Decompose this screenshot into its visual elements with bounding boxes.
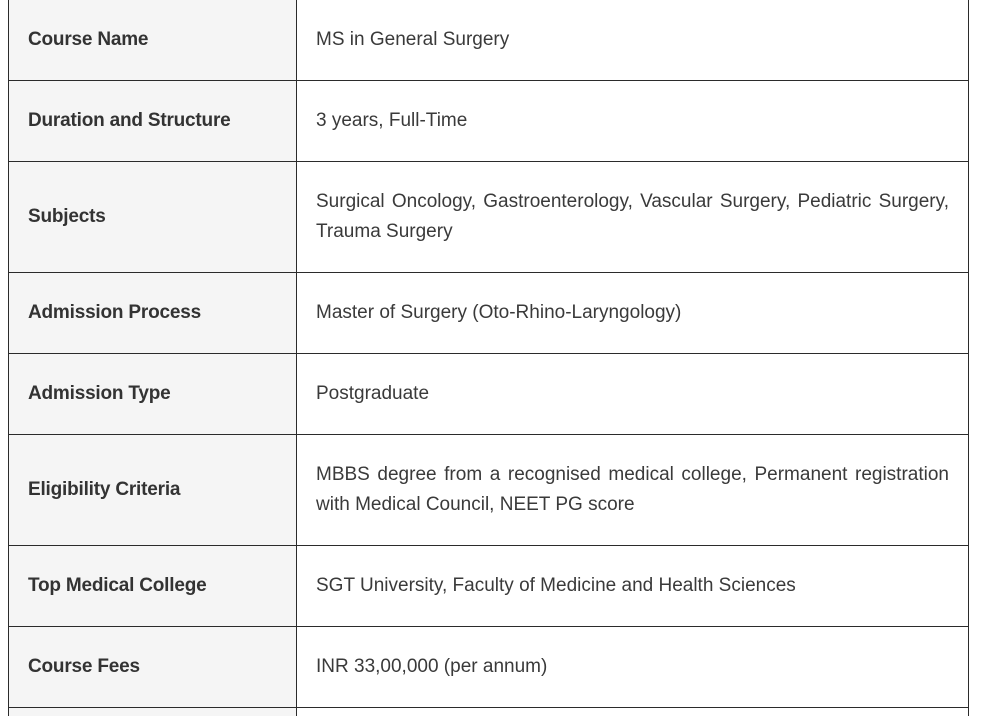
row-label-subjects: Subjects (9, 162, 297, 273)
table-row (9, 354, 969, 435)
table-row (9, 273, 969, 354)
table-row (9, 435, 969, 546)
table-row-partial (9, 708, 969, 716)
row-value-top-college: SGT University, Faculty of Medicine and Health Sciences (297, 546, 969, 627)
row-value-duration: 3 years, Full-Time (297, 81, 969, 162)
row-value-admission-type: Postgraduate (297, 354, 969, 435)
row-value-course-name: MS in General Surgery (297, 0, 969, 81)
row-label-course-fees: Course Fees (9, 627, 297, 708)
row-value-admission-process: Master of Surgery (Oto-Rhino-Laryngology) (297, 273, 969, 354)
table-row (9, 627, 969, 708)
row-label-admission-type: Admission Type (9, 354, 297, 435)
row-label-duration: Duration and Structure (9, 81, 297, 162)
row-label-eligibility: Eligibility Criteria (9, 435, 297, 546)
table-row (9, 0, 969, 81)
course-details-table (8, 0, 969, 716)
table-row (9, 546, 969, 627)
row-value-eligibility: MBBS degree from a recognised medical college, Permanent registration with Medical Council, NEET PG score (297, 435, 969, 546)
course-details-table-container (8, 0, 968, 716)
row-value-partial (297, 708, 969, 716)
row-value-subjects: Surgical Oncology, Gastroenterology, Vascular Surgery, Pediatric Surgery, Trauma Surgery (297, 162, 969, 273)
row-label-admission-process: Admission Process (9, 273, 297, 354)
row-label-partial (9, 708, 297, 716)
row-label-course-name: Course Name (9, 0, 297, 81)
row-label-top-college: Top Medical College (9, 546, 297, 627)
table-row (9, 162, 969, 273)
row-value-course-fees: INR 33,00,000 (per annum) (297, 627, 969, 708)
table-row (9, 81, 969, 162)
